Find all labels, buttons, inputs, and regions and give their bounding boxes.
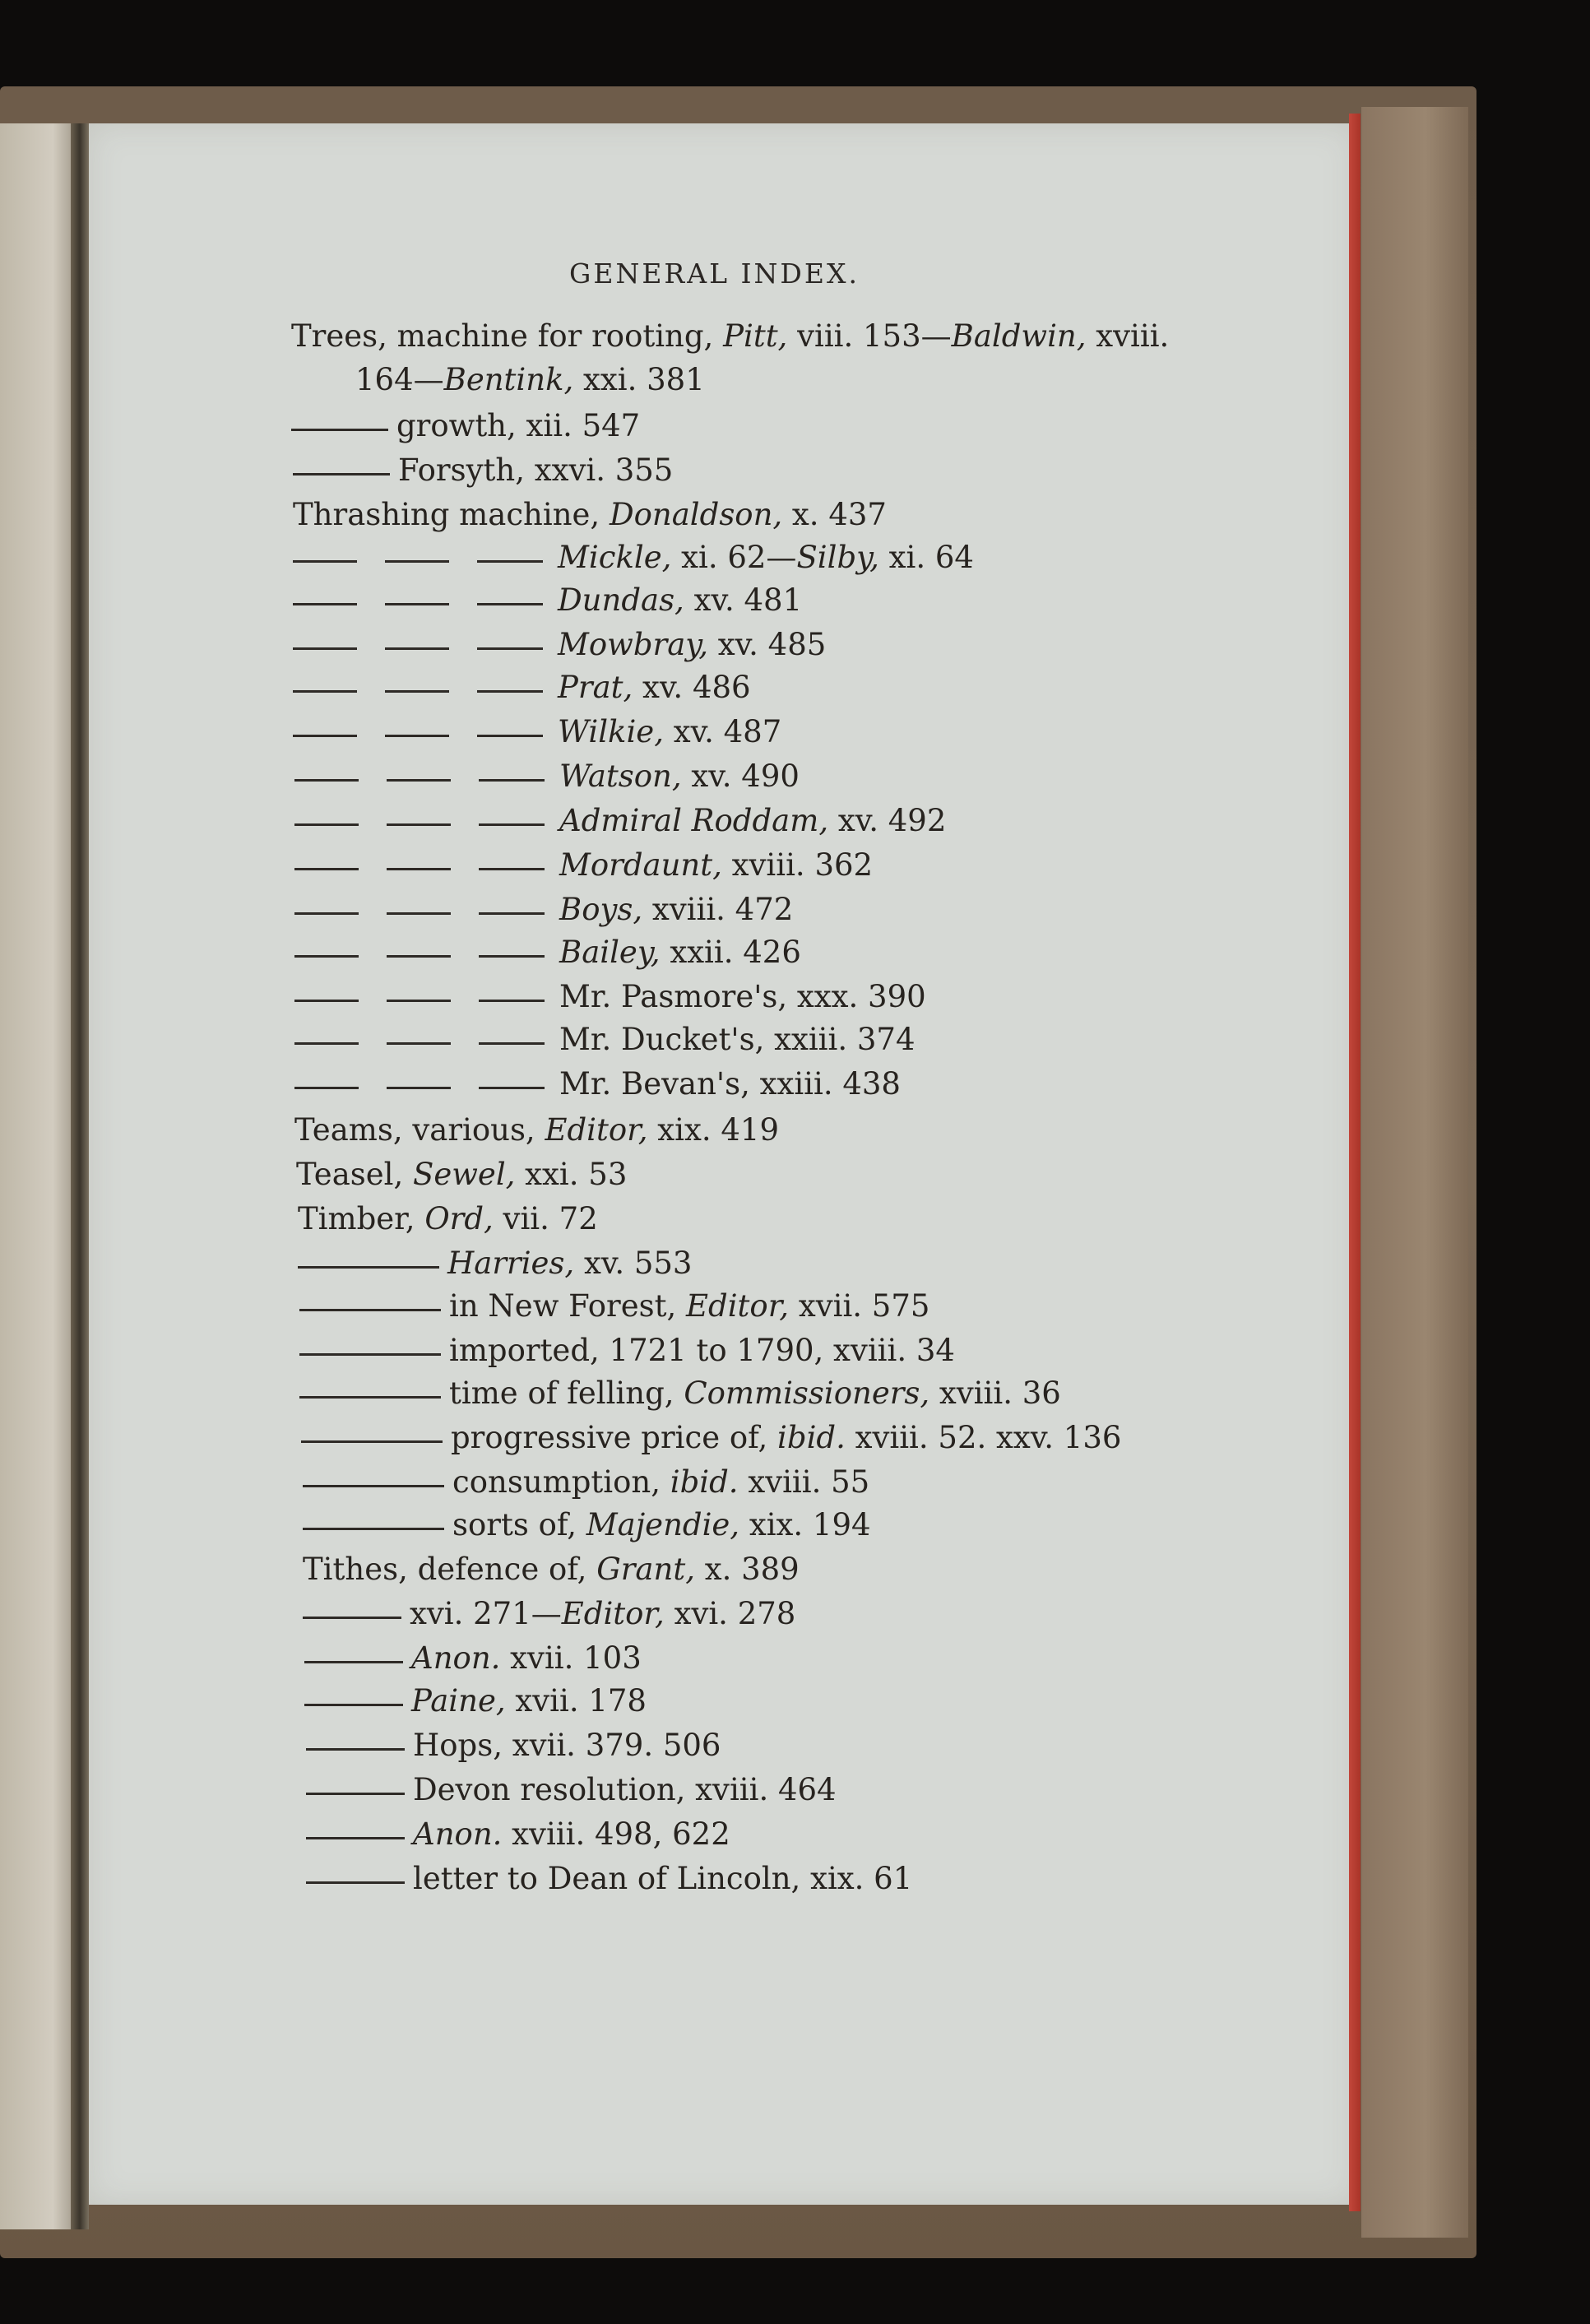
index-entry: Trees, machine for rooting, Pitt, viii. 153—Baldwin, xviii. bbox=[291, 318, 1170, 354]
left-page-sliver bbox=[0, 123, 76, 2229]
ditto-dash bbox=[293, 473, 390, 475]
index-entry: Tithes, defence of, Grant, x. 389 bbox=[303, 1552, 800, 1587]
ditto-dash bbox=[291, 429, 388, 431]
index-entry: letter to Dean of Lincoln, xix. 61 bbox=[306, 1859, 912, 1899]
index-entry: 164—Bentink, xxi. 381 bbox=[355, 362, 705, 397]
index-entry: progressive price of, ibid. xviii. 52. xxv. 136 bbox=[301, 1418, 1121, 1458]
index-entry: Teams, various, Editor, xix. 419 bbox=[294, 1112, 780, 1148]
index-entry: Boys, xviii. 472 bbox=[294, 890, 793, 930]
index-entry: Devon resolution, xviii. 464 bbox=[306, 1770, 837, 1810]
index-entry: Mr. Bevan's, xxiii. 438 bbox=[294, 1065, 901, 1104]
index-entry: Bailey, xxii. 426 bbox=[294, 933, 801, 972]
page-heading: GENERAL INDEX. bbox=[569, 257, 860, 290]
index-entry: sorts of, Majendie, xix. 194 bbox=[303, 1505, 871, 1545]
index-entry: Admiral Roddam, xv. 492 bbox=[294, 801, 946, 841]
index-entry: Anon. xvii. 103 bbox=[304, 1639, 642, 1678]
index-entry: Mr. Ducket's, xxiii. 374 bbox=[294, 1020, 916, 1060]
index-entry: Thrashing machine, Donaldson, x. 437 bbox=[293, 497, 887, 532]
index-entry: Mowbray, xv. 485 bbox=[293, 625, 826, 665]
index-entry: xvi. 271—Editor, xvi. 278 bbox=[303, 1594, 795, 1634]
index-entry: Timber, Ord, vii. 72 bbox=[298, 1201, 598, 1236]
book-gutter bbox=[71, 123, 89, 2229]
index-entry: Anon. xviii. 498, 622 bbox=[306, 1815, 730, 1854]
index-entry: Hops, xvii. 379. 506 bbox=[306, 1726, 721, 1765]
index-entry: Wilkie, xv. 487 bbox=[293, 712, 781, 752]
index-entry: time of felling, Commissioners, xviii. 36 bbox=[299, 1374, 1061, 1413]
index-entry: imported, 1721 to 1790, xviii. 34 bbox=[299, 1331, 955, 1371]
index-entry: in New Forest, Editor, xvii. 575 bbox=[299, 1287, 929, 1326]
index-entry: Paine, xvii. 178 bbox=[304, 1682, 647, 1721]
index-entry: Mr. Pasmore's, xxx. 390 bbox=[294, 977, 926, 1017]
index-entry: growth, xii. 547 bbox=[291, 406, 640, 446]
index-entry: Watson, xv. 490 bbox=[294, 757, 800, 796]
index-entry: Mordaunt, xviii. 362 bbox=[294, 846, 873, 885]
index-entry: Forsyth, xxvi. 355 bbox=[293, 451, 673, 490]
index-entry: Mickle, xi. 62—Silby, xi. 64 bbox=[293, 538, 974, 578]
red-page-edge bbox=[1349, 114, 1361, 2211]
cover-edge bbox=[1361, 107, 1468, 2238]
index-entry: Harries, xv. 553 bbox=[298, 1244, 692, 1283]
index-entry: Prat, xv. 486 bbox=[293, 668, 751, 707]
index-entry: Dundas, xv. 481 bbox=[293, 581, 802, 620]
index-entry: consumption, ibid. xviii. 55 bbox=[303, 1463, 869, 1502]
index-entry: Teasel, Sewel, xxi. 53 bbox=[296, 1157, 628, 1192]
